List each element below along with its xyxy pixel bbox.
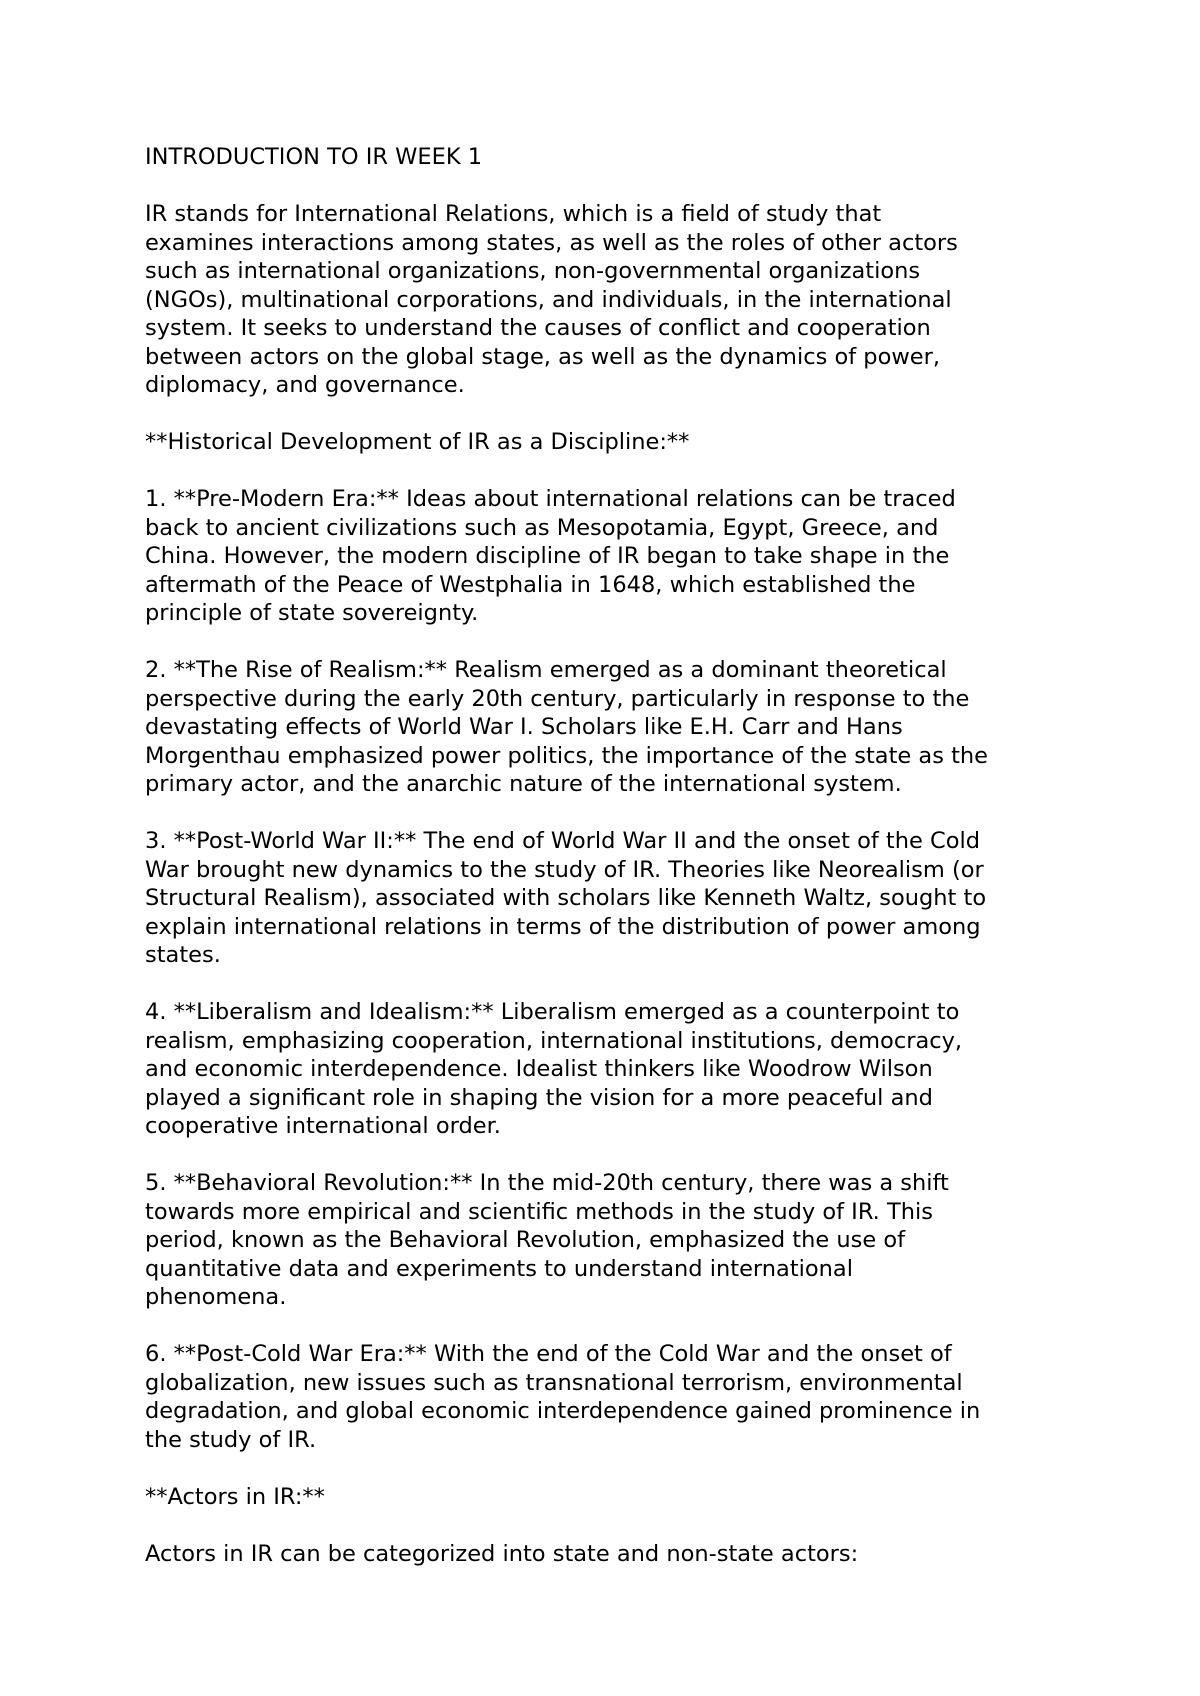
- list-item-1: 1. **Pre-Modern Era:** Ideas about international relations can be traced back to ancient civilizations such as Mesopotamia, Egypt, Greece, and China. However, the modern discipline of IR began to take shape in the aftermath of the Peace of Westphalia in 1648, which established the principle of state sovereignty.: [145, 486, 956, 626]
- actors-intro-paragraph: Actors in IR can be categorized into state and non-state actors:: [145, 1540, 859, 1567]
- list-item-4: 4. **Liberalism and Idealism:** Liberalism emerged as a counterpoint to realism, emphasizing cooperation, international institutions, democracy, and economic interdependence. Idealist thinkers like Woodrow Wilson played a significant role in shaping the vision for a more peaceful and cooperative international order.: [145, 999, 963, 1139]
- intro-paragraph: IR stands for International Relations, which is a field of study that examines interactions among states, as well as the roles of other actors such as international organizations, non-governmental organizations (NGOs), multinational corporations, and individuals, in the international system. It seeks to understand the causes of conflict and cooperation between actors on the global stage, as well as the dynamics of power, diplomacy, and governance.: [145, 201, 958, 398]
- section-heading-historical: **Historical Development of IR as a Discipline:**: [145, 429, 690, 455]
- section-heading-actors: **Actors in IR:**: [145, 1483, 325, 1510]
- list-item-3: 3. **Post-World War II:** The end of World War II and the onset of the Cold War brought new dynamics to the study of IR. Theories like Neorealism (or Structural Realism), associated with scholars like Kenneth Waltz, sought to explain international relations in terms of the distribution of power among states.: [145, 828, 987, 968]
- document-title: INTRODUCTION TO IR WEEK 1: [145, 144, 483, 170]
- document-body: [145, 143, 1075, 1597]
- list-item-2: 2. **The Rise of Realism:** Realism emerged as a dominant theoretical perspective during the early 20th century, particularly in response to the devastating effects of World War I. Scholars like E.H. Carr and Hans Morgenthau emphasized power politics, the importance of the state as the primary actor, and the anarchic nature of the international system.: [145, 657, 989, 797]
- list-item-5: 5. **Behavioral Revolution:** In the mid-20th century, there was a shift towards more empirical and scientific methods in the study of IR. This period, known as the Behavioral Revolution, emphasized the use of quantitative data and experiments to understand international phenomena.: [145, 1170, 949, 1310]
- list-item-6: 6. **Post-Cold War Era:** With the end of the Cold War and the onset of globalization, new issues such as transnational terrorism, environmental degradation, and global economic interdependence gained prominence in the study of IR.: [145, 1341, 981, 1453]
